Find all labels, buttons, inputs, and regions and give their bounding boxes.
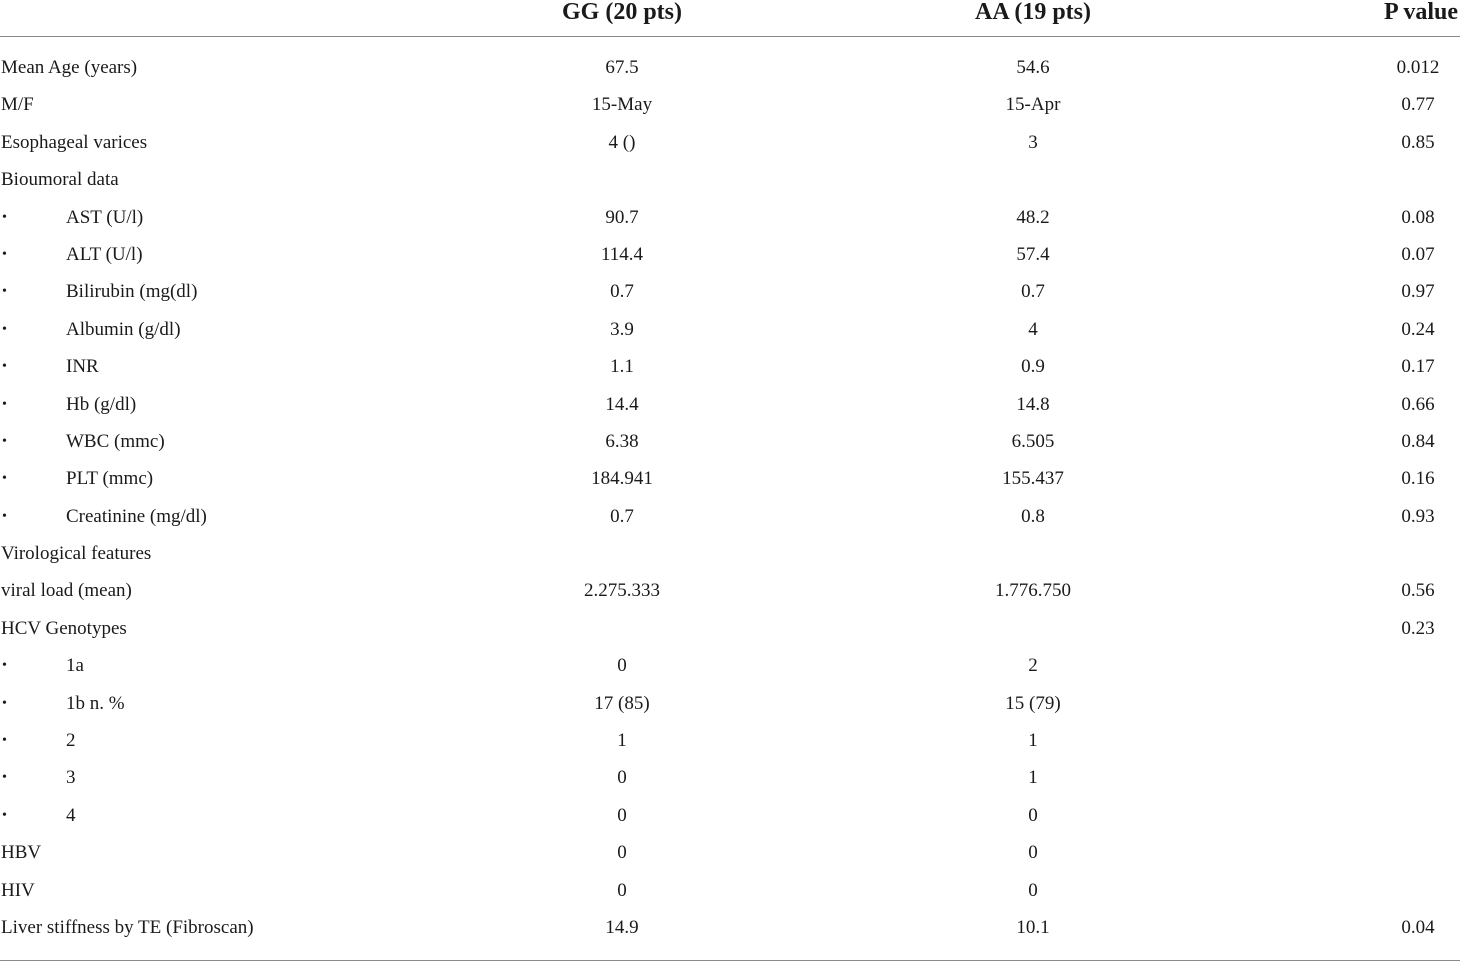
cell-gg: 0 bbox=[617, 655, 627, 677]
cell-gg: 4 () bbox=[608, 131, 636, 153]
table-row bbox=[0, 49, 1460, 86]
cell-aa: 0.9 bbox=[1021, 356, 1045, 378]
cell-gg: 14.4 bbox=[605, 393, 639, 415]
table-row bbox=[0, 647, 1460, 684]
table-row bbox=[0, 460, 1460, 497]
cell-aa: 14.8 bbox=[1016, 393, 1050, 415]
cell-aa: 15 (79) bbox=[1005, 692, 1061, 714]
table-row bbox=[0, 236, 1460, 273]
cell-aa: 3 bbox=[1028, 131, 1038, 153]
bullet-icon: • bbox=[2, 733, 7, 749]
row-label: AST (U/l) bbox=[66, 206, 144, 228]
cell-p-value: 0.17 bbox=[1401, 356, 1435, 378]
cell-gg: 0.7 bbox=[610, 281, 634, 303]
row-label: Bilirubin (mg(dl) bbox=[66, 281, 198, 303]
table-row bbox=[0, 797, 1460, 834]
cell-aa: 54.6 bbox=[1016, 57, 1050, 78]
row-label: 3 bbox=[66, 767, 76, 789]
cell-p-value: 0.84 bbox=[1401, 430, 1435, 452]
bullet-icon: • bbox=[2, 770, 7, 786]
bullet-icon: • bbox=[2, 658, 7, 674]
cell-aa: 1 bbox=[1028, 730, 1038, 752]
row-label: HCV Genotypes bbox=[1, 617, 127, 639]
table-row bbox=[0, 273, 1460, 310]
bullet-icon: • bbox=[2, 471, 7, 487]
row-label: 1a bbox=[66, 655, 84, 677]
cell-aa: 155.437 bbox=[1002, 468, 1064, 490]
cell-gg: 6.38 bbox=[605, 430, 639, 452]
table-row bbox=[0, 311, 1460, 348]
bullet-icon: • bbox=[2, 209, 7, 225]
cell-gg: 15-May bbox=[591, 94, 653, 116]
cell-p-value: 0.23 bbox=[1401, 617, 1435, 639]
cell-gg: 1.1 bbox=[610, 356, 634, 378]
cell-gg: 2.275.333 bbox=[584, 580, 660, 602]
table-row bbox=[0, 199, 1460, 236]
bullet-icon: • bbox=[2, 807, 7, 823]
row-label: PLT (mmc) bbox=[66, 468, 154, 490]
cell-gg: 0.7 bbox=[610, 505, 634, 527]
cell-aa: 0 bbox=[1028, 879, 1038, 901]
row-label: HBV bbox=[1, 842, 42, 864]
table-row bbox=[0, 423, 1460, 460]
table-row bbox=[0, 872, 1460, 909]
cell-gg: 90.7 bbox=[605, 206, 639, 228]
row-label: Bioumoral data bbox=[1, 169, 119, 191]
cell-gg: 1 bbox=[617, 730, 627, 752]
row-label: 2 bbox=[66, 730, 76, 752]
cell-p-value: 0.04 bbox=[1401, 916, 1435, 938]
row-label: Albumin (g/dl) bbox=[66, 318, 181, 340]
table-row bbox=[0, 86, 1460, 123]
bullet-icon: • bbox=[2, 321, 7, 337]
table-row bbox=[0, 685, 1460, 722]
table-row bbox=[0, 722, 1460, 759]
cell-aa: 0.7 bbox=[1021, 281, 1045, 303]
cell-aa: 6.505 bbox=[1011, 430, 1055, 452]
bullet-icon: • bbox=[2, 284, 7, 300]
cell-gg: 0 bbox=[617, 842, 627, 864]
table-row bbox=[0, 572, 1460, 609]
table-row bbox=[0, 610, 1460, 647]
bullet-icon: • bbox=[2, 359, 7, 375]
cell-aa: 48.2 bbox=[1016, 206, 1050, 228]
bullet-icon: • bbox=[2, 396, 7, 412]
cell-p-value: 0.16 bbox=[1401, 468, 1435, 490]
column-header-aa: AA (19 pts) bbox=[974, 0, 1092, 25]
table-body bbox=[0, 49, 1460, 946]
row-label: WBC (mmc) bbox=[66, 430, 165, 452]
row-label: Esophageal varices bbox=[1, 131, 148, 153]
table-row bbox=[0, 909, 1460, 946]
cell-p-value: 0.012 bbox=[1396, 57, 1440, 78]
cell-aa: 0 bbox=[1028, 804, 1038, 826]
cell-aa: 4 bbox=[1028, 318, 1038, 340]
row-label: HIV bbox=[1, 879, 35, 901]
row-label: Liver stiffness by TE (Fibroscan) bbox=[1, 916, 254, 938]
cell-p-value: 0.77 bbox=[1401, 94, 1435, 116]
cell-gg: 3.9 bbox=[610, 318, 634, 340]
bullet-icon: • bbox=[2, 246, 7, 262]
row-label: Hb (g/dl) bbox=[66, 393, 137, 415]
cell-gg: 0 bbox=[617, 804, 627, 826]
cell-p-value: 0.93 bbox=[1401, 505, 1435, 527]
bullet-icon: • bbox=[2, 695, 7, 711]
row-label: Creatinine (mg/dl) bbox=[66, 505, 207, 527]
cell-aa: 57.4 bbox=[1016, 243, 1050, 265]
row-label: INR bbox=[66, 356, 99, 378]
cell-p-value: 0.07 bbox=[1401, 243, 1435, 265]
table-header bbox=[0, 0, 1460, 37]
cell-gg: 17 (85) bbox=[594, 692, 650, 714]
cell-p-value: 0.56 bbox=[1401, 580, 1435, 602]
table-row bbox=[0, 834, 1460, 871]
table-row bbox=[0, 124, 1460, 161]
cell-gg: 114.4 bbox=[600, 243, 644, 265]
cell-p-value: 0.24 bbox=[1401, 318, 1435, 340]
cell-gg: 0 bbox=[617, 767, 627, 789]
cell-aa: 10.1 bbox=[1016, 916, 1050, 938]
cell-p-value: 0.85 bbox=[1401, 131, 1435, 153]
table-row bbox=[0, 386, 1460, 423]
table-bottom-rule bbox=[0, 960, 1460, 961]
table-row bbox=[0, 348, 1460, 385]
cell-p-value: 0.66 bbox=[1401, 393, 1435, 415]
table-row bbox=[0, 535, 1460, 572]
cell-gg: 14.9 bbox=[605, 916, 639, 938]
row-label: Virological features bbox=[1, 543, 152, 565]
cell-p-value: 0.08 bbox=[1401, 206, 1435, 228]
cell-aa: 0.8 bbox=[1021, 505, 1045, 527]
cell-aa: 1 bbox=[1028, 767, 1038, 789]
row-label: M/F bbox=[1, 94, 34, 116]
table-row bbox=[0, 759, 1460, 796]
cell-aa: 0 bbox=[1028, 842, 1038, 864]
bullet-icon: • bbox=[2, 508, 7, 524]
cell-aa: 15-Apr bbox=[1005, 94, 1061, 116]
cell-aa: 2 bbox=[1028, 655, 1038, 677]
table-row bbox=[0, 161, 1460, 198]
cell-gg: 0 bbox=[617, 879, 627, 901]
row-label: viral load (mean) bbox=[1, 580, 132, 602]
cell-gg: 67.5 bbox=[605, 57, 639, 78]
column-header-gg: GG (20 pts) bbox=[562, 0, 682, 25]
cell-aa: 1.776.750 bbox=[995, 580, 1071, 602]
table-row bbox=[0, 498, 1460, 535]
row-label: Mean Age (years) bbox=[1, 57, 138, 78]
bullet-icon: • bbox=[2, 433, 7, 449]
column-header-p-value: P value bbox=[1383, 0, 1458, 25]
row-label: 4 bbox=[66, 804, 76, 826]
row-label: ALT (U/l) bbox=[66, 243, 143, 265]
row-label: 1b n. % bbox=[66, 692, 125, 714]
cell-gg: 184.941 bbox=[591, 468, 653, 490]
cell-p-value: 0.97 bbox=[1401, 281, 1435, 303]
